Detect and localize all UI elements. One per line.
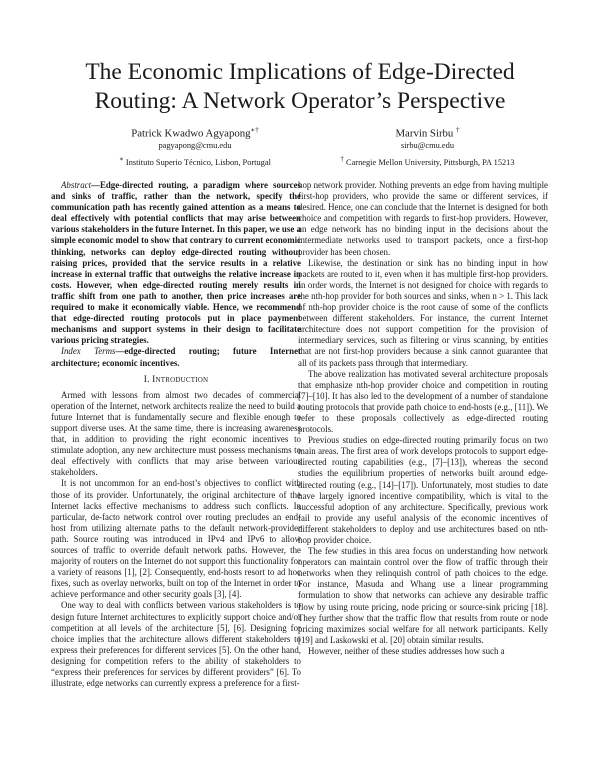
abstract (51, 180, 301, 346)
index-terms-text: —edge-directed routing; future Internet architecture; economic incentives. (51, 346, 301, 368)
author-marks: † (456, 126, 460, 134)
author-block-1 (70, 124, 320, 169)
index-terms (51, 346, 301, 368)
section-heading (51, 375, 301, 386)
body-paragraph: hop network provider. Nothing prevents an edge from having multiple first-hop providers, who provide the same or different services, if desired. Hence, one can conclude that the Internet is designed for both choice and competition with regards to first-hop providers. However, an edge network has no binding input in the decisions about the intermediate networks used to transport packets, once a first-hop provider has been chosen. (298, 180, 548, 257)
paper-title (40, 58, 560, 115)
index-terms-label: Index Terms (61, 346, 116, 357)
abstract-text: —Edge-directed routing, a paradigm where sources and sinks of traffic, rather than the network, specify the communication path has recently gained attention as a means to deal effectively with potential conflicts that may arise between various stakeholders in the future Internet. In this paper, we use a simple economic model to show that contrary to current economic thinking, networks can deploy edge-directed routing without raising prices, provided that the service results in a relative increase in external traffic that outweighs the relative increase in costs. However, when edge-directed routing merely results in traffic shift from one path to another, then price increases are required to make it economically viable. Hence, we recommend that edge-directed routing protocols put in place payment mechanisms and support systems in their design to facilitate various pricing strategies. (51, 180, 301, 346)
body-paragraph: Armed with lessons from almost two decades of commercial operation of the Internet, network architects realize the need to build a future Internet that is fundamentally secure and flexible enough to support diverse uses. At the same time, there is increasing awareness that, in addition to providing the right economic incentives to stimulate adoption, any new architecture must possess mechanisms to deal effectively with conflicts that may arise between various stakeholders. (51, 389, 301, 478)
abstract-label: Abstract (61, 180, 92, 190)
title-line-1: The Economic Implications of Edge-Directed (85, 59, 515, 85)
body-paragraph: The few studies in this area focus on understanding how network operators can maintain control over the flow of traffic through their networks when they relinquish control of path choices to the edge. For instance, Masuda and Whang use a linear programming formulation to show that networks can achieve any desirable traffic flow by using route pricing, node pricing or source-sink pricing [18]. They further show that the traffic flow that results from route or node pricing maximizes social welfare for all network participants. Kelly [19] and Laskowski et al. [20] obtain similar results. (298, 546, 548, 645)
author-block-2 (300, 124, 555, 169)
body-paragraph: The above realization has motivated several architecture proposals that emphasize nth-hop provider choice and competition in routing [7]–[10]. It has also led to the development of a number of standalone routing protocols that provide path choice to end-hosts (e.g., [11]). We refer to these proposals collectively as edge-directed routing protocols. (298, 368, 548, 435)
title-line-2: Routing: A Network Operator’s Perspective (94, 87, 506, 114)
author-marks: ∗† (250, 126, 259, 134)
author-email: pagyapong@cmu.edu (158, 141, 232, 151)
affiliation-mark: † (340, 154, 344, 163)
author-name: Marvin Sirbu (395, 127, 454, 140)
body-paragraph: Likewise, the destination or sink has no binding input in how packets are routed to it, even when it has multiple first-hop providers. In order words, the Internet is not designed for choice with regards to the nth-hop provider for both sources and sinks, when n > 1. This lack of nth-hop provider choice is the root cause of some of the conflicts between different stakeholders. For instance, the current Internet architecture does not support competition for the provision of intermediary services, such as filtering or virus scanning, by entities that are not first-hop providers because a sink cannot guarantee that all of its packets pass through that intermediary. (298, 257, 548, 368)
left-column (51, 180, 301, 689)
author-affiliation: Instituto Superio Técnico, Lisbon, Portugal (125, 157, 271, 167)
author-email: sirbu@cmu.edu (400, 141, 455, 151)
body-paragraph: Previous studies on edge-directed routing primarily focus on two main areas. The first area of work develops protocols to support edge-directed routing capabilities (e.g., [7]–[13]), whereas the second studies the equilibrium properties of networks built around edge-directed routing (e.g., [14]–[17]). Unfortunately, most studies to date have largely ignored incentive compatibility, which is vital to the successful adoption of any architecture. Specifically, previous work fail to provide any useful analysis of the economic incentives of different stakeholders to deploy and use architectures based on nth-hop provider choice. (298, 435, 548, 545)
affiliation-mark: ∗ (119, 154, 124, 163)
section-number: I. (143, 374, 150, 385)
body-paragraph: One way to deal with conflicts between various stakeholders is to design future Internet architectures to explicitly support choice and/or competition at all levels of the architecture [5], [6]. Designing for choice implies that the architecture allows different stakeholders to express their preferences for different services [5]. On the other hand, designing for competition refers to the ability of stakeholders to “express their preferences for services by different providers” [6]. To illustrate, edge networks can currently express a preference for a first- (51, 600, 301, 689)
section-title: Introduction (152, 374, 209, 385)
author-affiliation: Carnegie Mellon University, Pittsburgh, PA 15213 (346, 157, 515, 167)
right-column (298, 180, 548, 657)
body-paragraph: It is not uncommon for an end-host’s objectives to conflict with those of its provider. Unfortunately, the original architecture of the Internet lacks effective mechanisms to address such conflicts. In particular, de-facto network control over routing precludes an end-host from utilizing alternate paths to the default network-provider path. Source routing was introduced in IPv4 and IPv6 to allow sources of traffic to override default network paths. However, the majority of routers on the Internet do not support this functionality for a variety of reasons [1], [2]. Consequently, end-hosts resort to ad hoc fixes, such as overlay networks, built on top of the Internet in order to achieve performance and other security goals [3], [4]. (51, 478, 301, 600)
author-name: Patrick Kwadwo Agyapong (131, 127, 251, 140)
body-paragraph: However, neither of these studies addresses how such a (308, 645, 505, 656)
